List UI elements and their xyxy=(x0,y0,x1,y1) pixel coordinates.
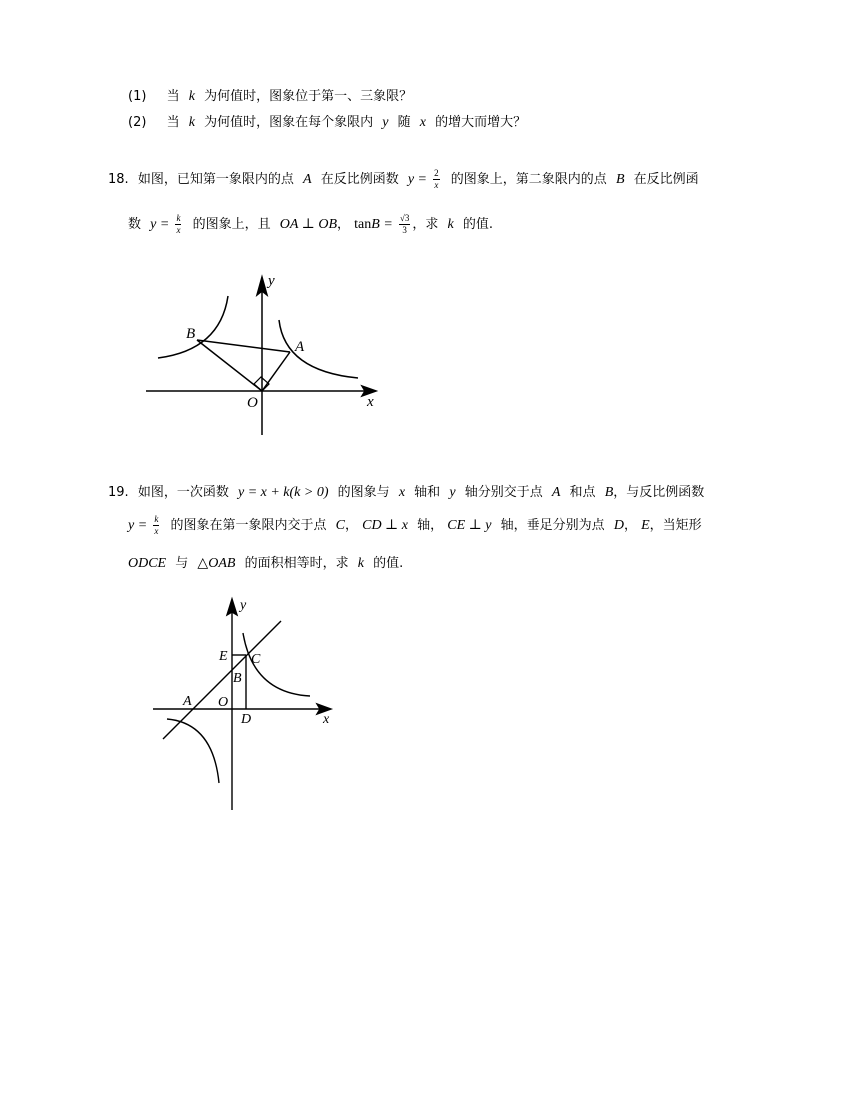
q19-line-2: y = $\frac{k}{x}$ 的图象在第一象限内交于点 C， CD ⊥ x 轴， CE ⊥ y 轴，垂足分别为点 D， E，当矩形 xyxy=(128,514,702,536)
label-o: O xyxy=(218,695,229,710)
q19-line-3: ODCE 与 △OAB 的面积相等时，求 k 的值. xyxy=(128,556,404,571)
label-b: B xyxy=(186,326,196,342)
y-axis-arrow xyxy=(227,599,237,615)
hyperbola-right-branch xyxy=(279,320,358,378)
item-number: (1) xyxy=(128,89,147,104)
fraction: $\frac{2}{x}$ xyxy=(434,168,439,190)
question-number: 18. xyxy=(108,172,129,187)
label-c: C xyxy=(251,652,261,667)
q17-item-1: (1) 当 k 为何值时，图象位于第一、三象限？ xyxy=(128,89,413,104)
fraction: $\frac{k}{x}$ xyxy=(154,514,159,536)
hyperbola-q3-branch xyxy=(167,719,219,783)
q19-line-1: 19. 如图，一次函数 y = x + k(k > 0) 的图象与 x 轴和 y 轴分别交于点 A 和点 B，与反比例函数 xyxy=(108,485,705,500)
label-a: A xyxy=(295,339,305,355)
label-d: D xyxy=(241,712,252,727)
figure-18 xyxy=(140,265,390,445)
q18-line-1: 18. 如图，已知第一象限内的点 A 在反比例函数 y = $\frac{2}{x}$ 的图象上，第二象限内的点 B 在反比例函 xyxy=(108,168,699,190)
label-o: O xyxy=(247,395,258,411)
label-y: y xyxy=(268,273,275,289)
label-b: B xyxy=(233,671,242,686)
q17-item-2: (2) 当 k 为何值时，图象在每个象限内 y 随 x 的增大而增大？ xyxy=(128,115,527,130)
question-number: 19. xyxy=(108,485,129,500)
label-x: x xyxy=(367,394,374,410)
label-y: y xyxy=(240,598,247,613)
label-a: A xyxy=(183,694,192,709)
figure-19 xyxy=(145,592,345,817)
label-x: x xyxy=(323,712,330,727)
label-e: E xyxy=(219,649,228,664)
item-number: (2) xyxy=(128,115,147,130)
q18-line-2: 数 y = $\frac{k}{x}$ 的图象上，且 OA ⊥ OB， tanB = $\frac{√3}{3}$ ，求 k 的值. xyxy=(128,213,494,235)
fraction: $\frac{k}{x}$ xyxy=(176,213,181,235)
fraction: $\frac{√3}{3}$ xyxy=(399,213,410,235)
segment-oa xyxy=(262,352,290,391)
